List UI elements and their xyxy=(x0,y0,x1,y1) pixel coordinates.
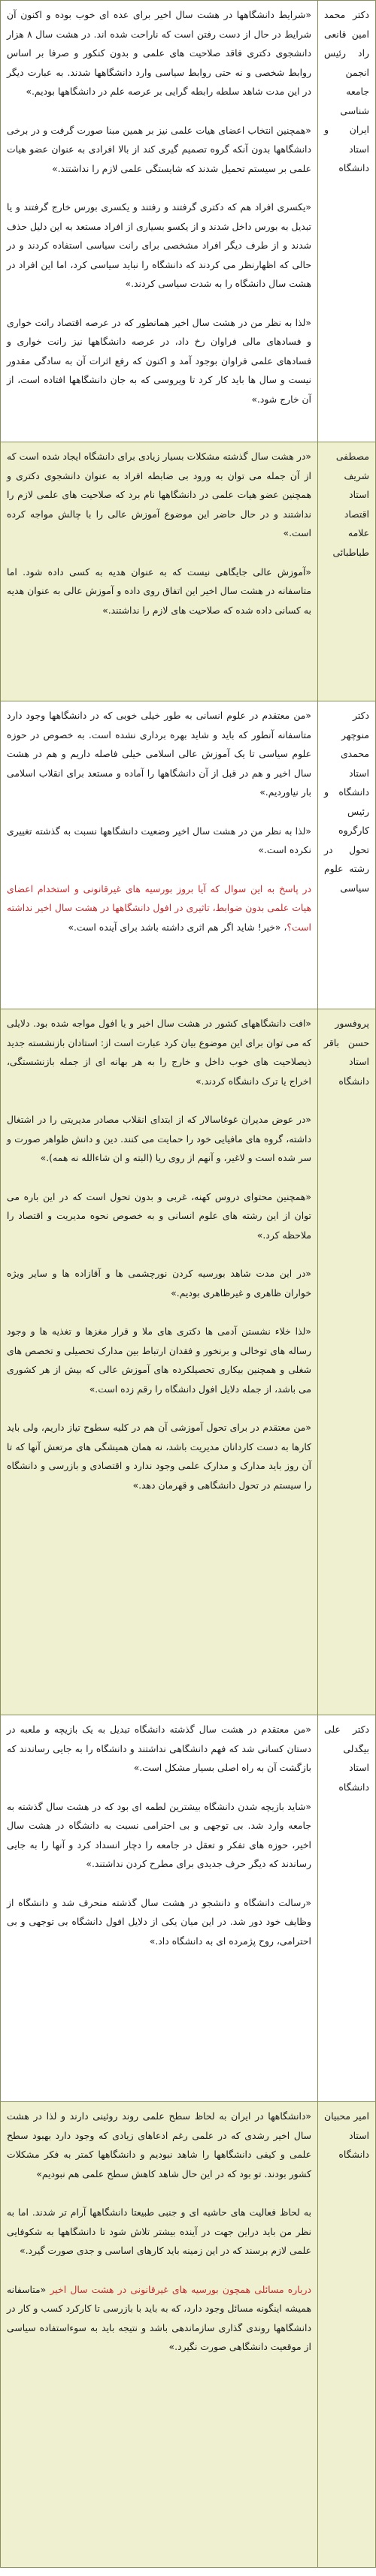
quote-cell xyxy=(1,1009,318,1715)
quote-paragraph: «لذا به نظر من در هشت سال اخیر وضعیت دانشگاهها نسبت به گذشته تغییری نکرده است.» xyxy=(7,825,311,855)
table-row xyxy=(1,1715,376,2102)
quote-cell xyxy=(1,1715,318,2102)
quote-paragraph xyxy=(7,879,311,937)
quote-paragraph: «یکسری افراد هم که دکتری گرفتند و رفتند و یکسری بورس خارج گرفتند و یا تبدیل به بورس داخل شدند و از یکسو بسیاری از افراد مستعد به این دلیل حذف شدند و از طرف دیگر افراد مشخصی برای رانت سیاسی استفاده کردند و در حالی که اظهارنظر می کردند که دانشگاه را نباید سیاسی کرد، اما این افراد در هشت سال دانشگاه را به شدت سیاسی کردند.» xyxy=(7,201,311,289)
quote-cell xyxy=(1,1,318,442)
speaker-cell: امیر محبیان استاد دانشگاه xyxy=(318,2102,376,2568)
quote-paragraph: «همچنین انتخاب اعضای هیات علمی نیز بر همین مبنا صورت گرفت و در برخی دانشگاهها بدون آنکه گروه تصمیم گیری کند از بالا افرادی به عنوان عضو هیات علمی بر سیستم تحمیل شدند که شایستگی علمی لازم را نداشتند.» xyxy=(7,124,311,174)
table-row xyxy=(1,1009,376,1715)
quote-paragraph: «همچنین محتوای دروس کهنه، غربی و بدون تحول است که در این باره می توان از این رشته های علوم انسانی و به خصوص نحوه مدیریت و اقتصاد را ملاحظه کرد.» xyxy=(7,1190,311,1241)
quote-paragraph: «من معتقدم در برای تحول آموزشی آن هم در کلیه سطوح تیاز داریم، ولی باید کارها به دست کاردانان مدیریت باشد، نه همان همیشگی های مرتعش آنها که تا آن روز باید مدارک و مدارک علمی وجود ندارد و اقتصادی و بازرسی و دانشگاه را سیستم در تحول دانشگاهی و قهرمان دهد.» xyxy=(7,1422,311,1491)
quote-paragraph: «در هشت سال گذشته مشکلات بسیار زیادی برای دانشگاه ایجاد شده است که از آن جمله می توان به ورود بی ضابطه افراد به عنوان دانشجوی دکتری و همچنین عضو هیات علمی در دانشگاهها نام برد که صلاحیت های علمی لازم را نداشتند و در حال حاضر این موضوع آموزش عالی را با چالش مواجه کرده است.» xyxy=(7,451,311,538)
quote-paragraph: «شرایط دانشگاهها در هشت سال اخیر برای عده ای خوب بوده و اکنون آن شرایط در حال از دست رفتن است که ناراحت شده اند. در هشت سال ۸ هزار دانشجوی دکتری فاقد صلاحیت های علمی و بدون کنکور و صرفا بر اساس روابط شخصی و نه حتی روابط سیاسی وارد دانشگاهها شدند. به عبارت دیگر در این مدت شاهد سلطه رابطه گرایی بر عرصه علم در دانشگاهها بودیم.» xyxy=(7,9,311,97)
answer-text: «متاسفانه همیشه اینگونه مسائل وجود دارد، که به باید با بازرسی تا کارکرد کسب و کار در دانشگاهها روندی گذاری سازماندهی باشد و نتیجه باید به سوءاستفاده سیاسی از موقعیت دانشگاهی صورت نگیرد.» xyxy=(7,2283,311,2352)
quote-cell xyxy=(1,442,318,701)
quote-paragraph: «لذا خلاء نشستن آدمی ها دکتری های ملا و قرار مغزها و تغذیه ها و وجود رساله های توخالی و برنخور و فقدان ارتباط بین مدارک تحصیلی و تخصص های شغلی و همچنین بیکاری تحصیلکرده های آموزش عالی که بیش از هر کشوری می باشد، از جمله دلایل افول دانشگاه را رقم زده است.» xyxy=(7,1326,311,1395)
quote-paragraph xyxy=(7,2280,311,2357)
quote-cell xyxy=(1,2102,318,2568)
quote-paragraph: «افت دانشگاههای کشور در هشت سال اخیر و یا افول مواجه شده بود. دلایلی که می توان برای این موضوع بیان کرد عبارت است از: استادان بازنشسته جدید ذیصلاحیت های خوب داخل و خارج را به هر بهانه ای از جمله بازنشستگی، اخراج یا ترک دانشگاه کردند.» xyxy=(7,1018,311,1087)
quote-paragraph: به لحاظ فعالیت های حاشیه ای و جنبی طبیعتا دانشگاهها آرام تر شدند. اما به نظر من باید دراین جهت در آینده بیشتر تلاش شود تا دانشگاهها به شکوفایی علمی لازم برسند که در این زمینه باید کارهای اساسی و جدی صورت گیرد.» xyxy=(7,2206,311,2256)
quote-cell xyxy=(1,701,318,1009)
speaker-cell: دکتر منوچهر محمدی استاد دانشگاه و رئیس کارگروه تحول در رشته علوم سیاسی xyxy=(318,701,376,1009)
quote-paragraph: «لذا به نظر من در هشت سال اخیر همانطور که در عرصه اقتصاد رانت خواری و فسادهای مالی فراوان رخ داد، در عرصه دانشگاهها نیز رانت خواری و فسادهای علمی فراوان بوجود آمد و اکنون که رفع اثرات آن به سادگی مقدور نیست و سال ها باید کار کرد تا ویروسی که به جان دانشگاهها افتاده است، از آن خارج شود.» xyxy=(7,316,311,405)
speaker-cell: پروفسور حسن باقر استاد دانشگاه xyxy=(318,1009,376,1715)
highlighted-question: در پاسخ به این سوال که آیا بروز بورسیه های غیرقانونی و استخدام اعضای هیات علمی بدون ضوابط، تاثیری در افول دانشگاهها در هشت سال اخیر نداشته است؟ xyxy=(7,882,311,933)
table-row xyxy=(1,2102,376,2568)
quote-paragraph: «در عوض مدیران غوغاسالار که از ابتدای انقلاب مصادر مدیریتی را در اشتغال داشته، گروه های مافیایی خود را حمایت می کنند. دین و دانش ظواهر صورت و سر شده است و لاغیر، و آنهم از روی ریا (البته و ان شاءالله نه همه).» xyxy=(7,1114,311,1163)
speaker-cell: دکتر محمد امین قانعی راد رئیس انجمن جامعه شناسی ایران و استاد دانشگاه xyxy=(318,1,376,442)
quote-paragraph: «من معتقدم در هشت سال گذشته دانشگاه تبدیل به یک بازیچه و ملعبه در دستان کسانی شد که فهم دانشگاهی نداشتند و دانشگاه را به جایی رساندند که بازگشت آن به راه اصلی بسیار مشکل است.» xyxy=(7,1724,311,1773)
table-row xyxy=(1,1,376,442)
quote-paragraph: «دانشگاهها در ایران به لحاظ سطح علمی روند روئینی دارند و لذا در هشت سال اخیر رشدی که در علمی رغم ادعاهای زیادی که وجود دارد بهبود سطح علمی و کیفی دانشگاهها را شاهد نبودیم و دانشگاهها کمتر به فکر مشکلات کشور بودند. تو بود که در این حال شاهد کاهش سطح علمی هم نبودیم» xyxy=(7,2110,311,2179)
highlighted-question: درباره مسائلی همچون بورسیه های غیرقانونی در هشت سال اخیر xyxy=(50,2283,311,2295)
table-row xyxy=(1,701,376,1009)
speaker-cell: مصطفی شریف استاد اقتصاد علامه طباطبائی xyxy=(318,442,376,701)
speaker-cell: دکتر علی بیگدلی استاد دانشگاه xyxy=(318,1715,376,2102)
answer-text: ، «خیر! شاید اگر هم اثری داشته باشد برای آینده است.» xyxy=(68,921,287,933)
quote-paragraph: «در این مدت شاهد بورسیه کردن نورچشمی ها و آقازاده ها و سایر ویژه خواران ظاهری و غیرظاهری بودیم.» xyxy=(7,1268,311,1299)
quote-paragraph: «شاید بازیچه شدن دانشگاه بیشترین لطمه ای بود که در هشت سال گذشته به جامعه وارد شد. بی توجهی و بی احترامی نسبت به دانشگاه در هشت سال اخیر، حوزه های تفکر و تعقل در جامعه را دچار انسداد کرد و آنها را به جایی رساندند که دیگر حرف جدیدی برای مطرح کردن نداشتند.» xyxy=(7,1800,311,1869)
quote-paragraph: «رسالت دانشگاه و دانشجو در هشت سال گذشته منحرف شد و دانشگاه از وظایف خود دور شد. در این میان یکی از دلایل افول دانشگاه بی توجهی و بی احترامی، روح پژمرده ای به دانشگاه داد.» xyxy=(7,1896,311,1947)
table-row xyxy=(1,442,376,701)
quote-paragraph: «آموزش عالی جایگاهی نیست که به عنوان هدیه به کسی داده شود. اما متاسفانه در هشت سال اخیر این اتفاق روی داده و آموزش عالی به عنوان هدیه به کسانی داده شده که صلاحیت های لازم را نداشتند.» xyxy=(7,566,311,616)
quote-paragraph: «من معتقدم در علوم انسانی به طور خیلی خوبی که در دانشگاهها وجود دارد متاسفانه آنطور که باید و شاید بهره برداری نشده است. به خصوص در حوزه علوم سیاسی تا یک آموزش عالی اسلامی خیلی فاصله داریم و هم در هشت سال اخیر و هم در قبل از آن دانشگاهها را آماده و مستعد برای انقلاب اسلامی بار نیاوردیم.» xyxy=(7,710,311,798)
